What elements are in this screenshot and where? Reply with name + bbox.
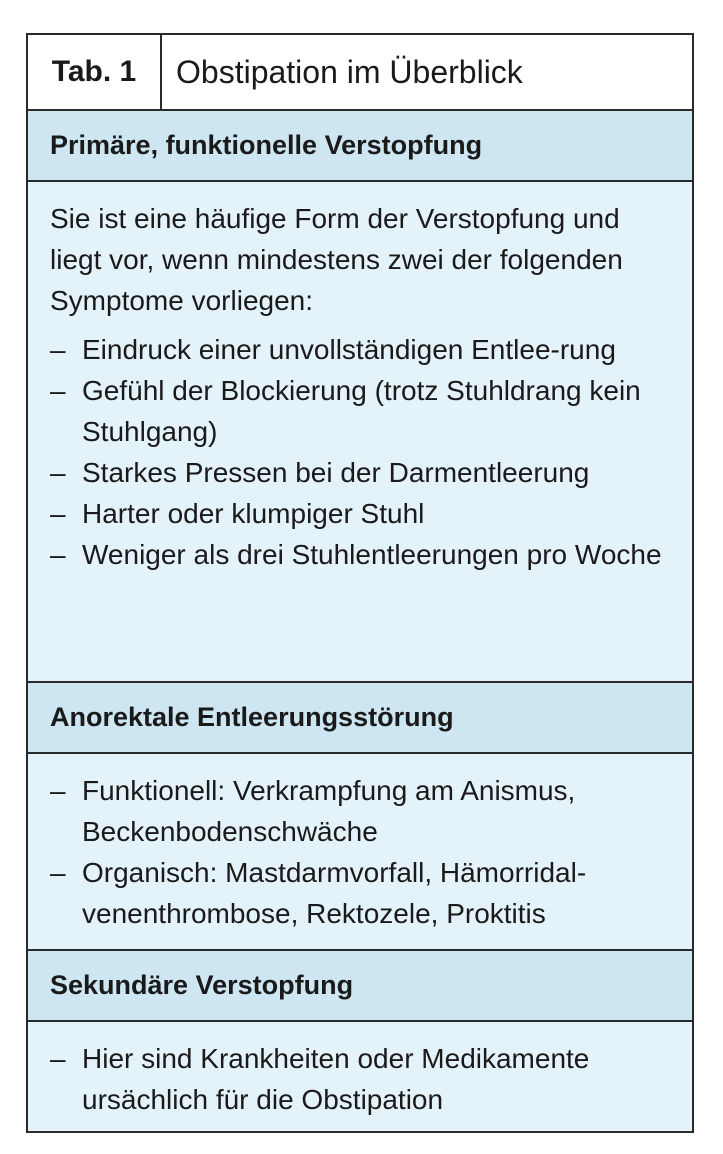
section-heading-primary: Primäre, funktionelle Verstopfung xyxy=(28,111,692,182)
overview-table xyxy=(26,33,694,1133)
section-body-primary xyxy=(28,182,692,683)
list-item: – Harter oder klumpiger Stuhl xyxy=(50,493,664,534)
section-body-secondary xyxy=(28,1022,692,1131)
cause-list xyxy=(50,770,664,934)
symptom-list xyxy=(50,329,664,575)
section-heading-anorectal: Anorektale Entleerungsstörung xyxy=(28,683,692,754)
table-title-row xyxy=(28,35,692,111)
list-item: – Gefühl der Blockierung (trotz Stuhldrang kein Stuhlgang) xyxy=(50,370,664,452)
list-item: – Starkes Pressen bei der Darmentleerung xyxy=(50,452,664,493)
table-number: Tab. 1 xyxy=(28,35,162,109)
section-heading-secondary: Sekundäre Verstopfung xyxy=(28,951,692,1022)
section-intro: Sie ist eine häufige Form der Verstopfung und liegt vor, wenn mindestens zwei der folgenden Symptome vorliegen: xyxy=(50,203,623,316)
list-item: – Weniger als drei Stuhlentleerungen pro Woche xyxy=(50,534,664,575)
section-body-anorectal xyxy=(28,754,692,951)
table-title: Obstipation im Überblick xyxy=(176,53,523,90)
list-item: – Organisch: Mastdarmvorfall, Hämorridal-venenthrombose, Rektozele, Proktitis xyxy=(50,852,664,934)
list-item: – Funktionell: Verkrampfung am Anismus, Beckenbodenschwäche xyxy=(50,770,664,852)
secondary-list xyxy=(50,1038,664,1120)
list-item: – Eindruck einer unvollständigen Entlee-rung xyxy=(50,329,664,370)
list-item: – Hier sind Krankheiten oder Medikamente ursächlich für die Obstipation xyxy=(50,1038,664,1120)
